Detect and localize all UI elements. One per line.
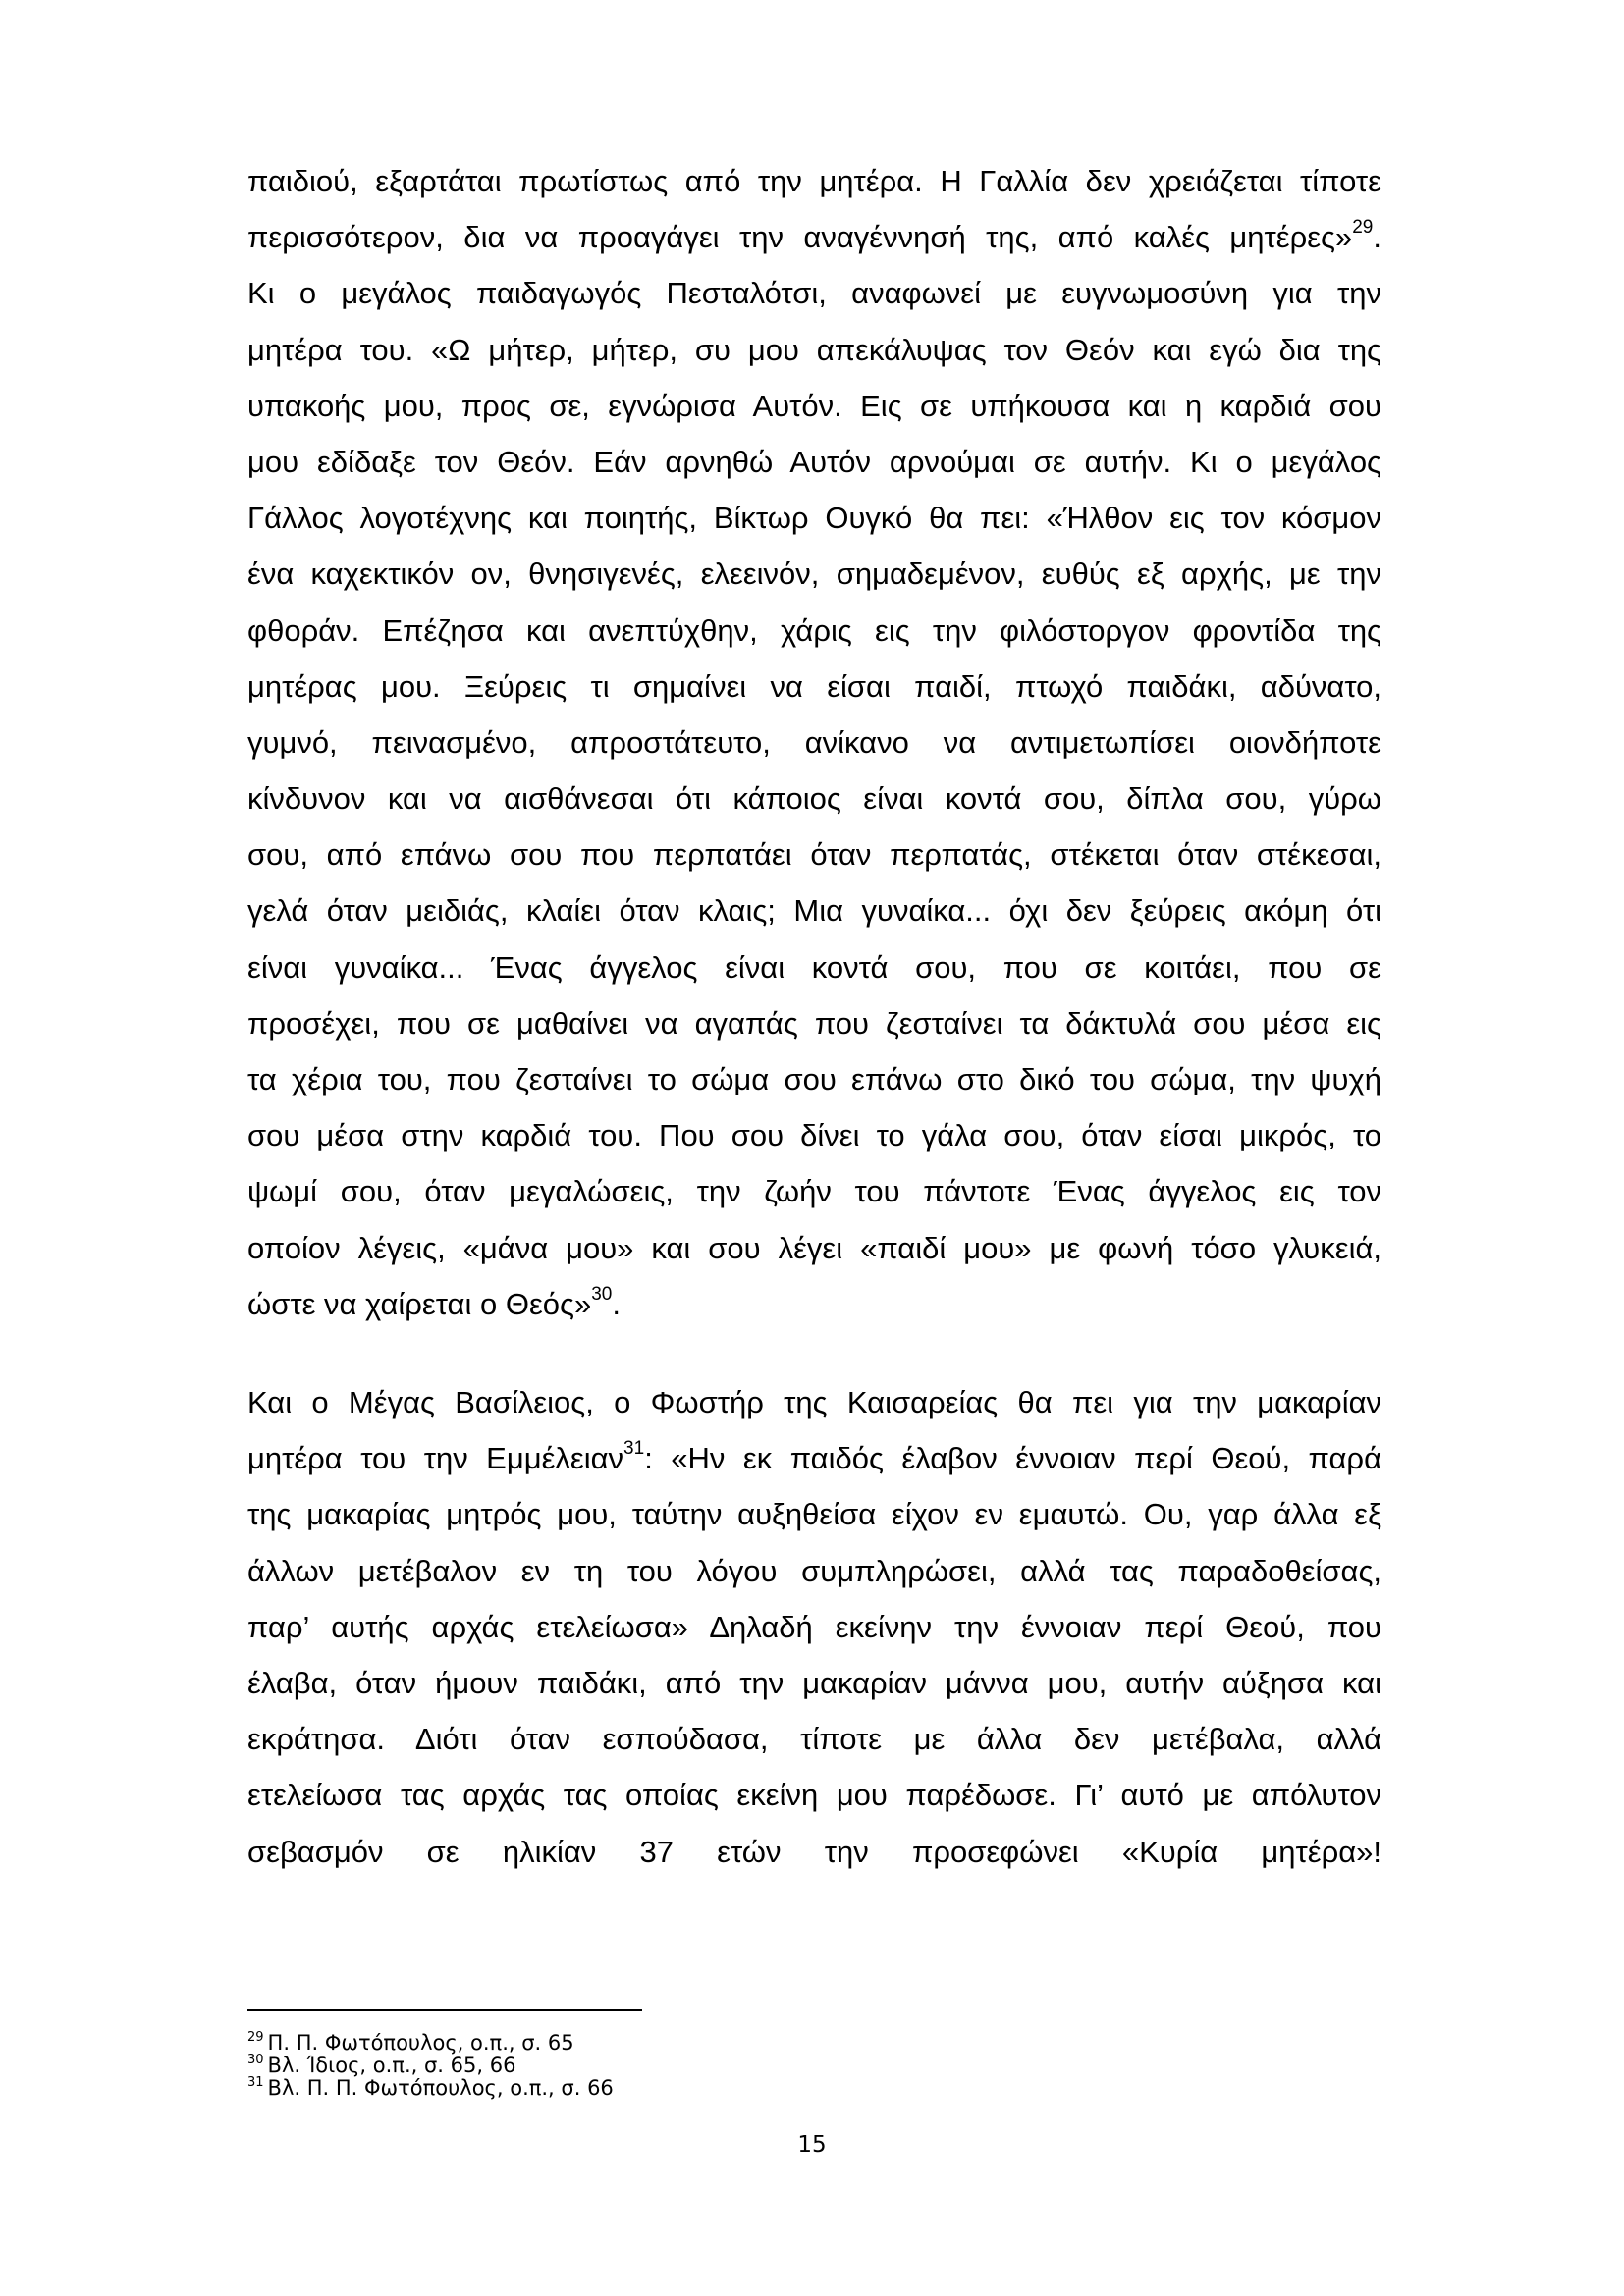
paragraph-1 [247,153,1381,1332]
footnote-ref-30[interactable]: 30 [591,1283,613,1305]
footnote-30 [247,2055,614,2077]
footnote-ref-29[interactable]: 29 [1352,217,1374,239]
text-line: παρ’ αυτής αρχάς ετελείωσα» Δηλαδή εκείνην την έννοιαν περί Θεού, που [247,1609,1381,1644]
footnote-text: Βλ. Π. Π. Φωτόπουλος, ο.π., σ. 66 [267,2076,614,2100]
text-line-content: μητέρα του την Εμμέλειαν [247,1441,624,1476]
text-line: Και ο Μέγας Βασίλειος, ο Φωστήρ της Καισαρείας θα πει για την μακαρίαν [247,1385,1381,1419]
text-line: κίνδυνον και να αισθάνεσαι ότι κάποιος είναι κοντά σου, δίπλα σου, γύρω [247,781,1381,817]
text-line [247,1276,1381,1332]
text-line: Κι ο μεγάλος παιδαγωγός Πεσταλότσι, αναφωνεί με ευγνωμοσύνη για την [247,276,1381,311]
text-line: παιδιού, εξαρτάται πρωτίστως από την μητέρα. Η Γαλλία δεν χρειάζεται τίποτε [247,164,1381,198]
text-line: έλαβα, όταν ήμουν παιδάκι, από την μακαρίαν μάννα μου, αυτήν αύξησα και [247,1665,1381,1700]
text-line: τα χέρια του, που ζεσταίνει το σώμα σου επάνω στο δικό του σώμα, την ψυχή [247,1062,1381,1096]
text-line: Γάλλος λογοτέχνης και ποιητής, Βίκτωρ Ουγκό θα πει: «Ήλθον εις τον κόσμον [247,501,1381,536]
text-line: φθοράν. Επέζησα και ανεπτύχθην, χάρις εις την φιλόστοργον φροντίδα της [247,613,1381,648]
text-line: ψωμί σου, όταν μεγαλώσεις, την ζωήν του πάντοτε Ένας άγγελος εις τον [247,1174,1381,1209]
footnote-number: 30 [247,2053,264,2067]
text-line: άλλων μετέβαλον εν τη του λόγου συμπληρώσει, αλλά τας παραδοθείσας, [247,1553,1381,1588]
footnote-number: 31 [247,2075,264,2090]
text-line [247,209,1381,265]
text-line: σεβασμόν σε ηλικίαν 37 ετών την προσεφώνει «Κυρία μητέρα»! [247,1834,1381,1869]
text-line: είναι γυναίκα... Ένας άγγελος είναι κοντά σου, που σε κοιτάει, που σε [247,949,1381,985]
footnote-29 [247,2032,614,2055]
text-line: προσέχει, που σε μαθαίνει να αγαπάς που ζεσταίνει τα δάκτυλά σου μέσα εις [247,1005,1381,1041]
footnote-text: Π. Π. Φωτόπουλος, ο.π., σ. 65 [267,2031,574,2055]
text-line: σου, από επάνω σου που περπατάει όταν περπατάς, στέκεται όταν στέκεσαι, [247,837,1381,873]
text-line: μου εδίδαξε τον Θεόν. Εάν αρνηθώ Αυτόν αρνούμαι σε αυτήν. Κι ο μεγάλος [247,444,1381,479]
text-line [247,1430,1381,1486]
paragraph-2 [247,1374,1381,1880]
text-line: ένα καχεκτικόν ον, θνησιγενές, ελεεινόν, σημαδεμένον, ευθύς εξ αρχής, με την [247,557,1381,592]
text-line: ετελείωσα τας αρχάς τας οποίας εκείνη μου παρέδωσε. Γι’ αυτό με απόλυτον [247,1778,1381,1813]
text-line: της μακαρίας μητρός μου, ταύτην αυξηθείσα είχον εν εμαυτώ. Ου, γαρ άλλα εξ [247,1497,1381,1532]
text-line-content: ώστε να χαίρεται ο Θεός» [247,1286,592,1321]
text-line: υπακοής μου, προς σε, εγνώρισα Αυτόν. Εις σε υπήκουσα και η καρδιά σου [247,388,1381,423]
text-line: οποίον λέγεις, «μάνα μου» και σου λέγει «παιδί μου» με φωνή τόσο γλυκειά, [247,1230,1381,1265]
footnote-ref-31[interactable]: 31 [623,1438,645,1460]
text-line-content: περισσότερον, δια να προαγάγει την αναγέννησή της, από καλές μητέρες» [247,220,1353,255]
page-number: 15 [797,2132,827,2158]
line-tail: . [612,1286,621,1321]
text-line: σου μέσα στην καρδιά του. Που σου δίνει το γάλα σου, όταν είσαι μικρός, το [247,1118,1381,1153]
footnote-separator [247,2009,642,2011]
line-tail: : «Ην εκ παιδός έλαβον έννοιαν περί Θεού, παρά [644,1441,1381,1476]
text-line: μητέρα του. «Ω μήτερ, μήτερ, συ μου απεκάλυψας τον Θεόν και εγώ δια της [247,332,1381,367]
text-line: γελά όταν μειδιάς, κλαίει όταν κλαις; Μια γυναίκα... όχι δεν ξεύρεις ακόμη ότι [247,893,1381,929]
line-tail: . [1373,220,1381,255]
footnotes [247,2032,614,2100]
text-line: γυμνό, πεινασμένο, απροστάτευτο, ανίκανο να αντιμετωπίσει οιονδήποτε [247,724,1381,760]
text-line: μητέρας μου. Ξεύρεις τι σημαίνει να είσαι παιδί, πτωχό παιδάκι, αδύνατο, [247,668,1381,704]
footnote-31 [247,2077,614,2100]
footnote-number: 29 [247,2030,264,2045]
footnote-text: Βλ. Ίδιος, ο.π., σ. 65, 66 [267,2054,516,2077]
text-line: εκράτησα. Διότι όταν εσπούδασα, τίποτε με άλλα δεν μετέβαλα, αλλά [247,1722,1381,1757]
